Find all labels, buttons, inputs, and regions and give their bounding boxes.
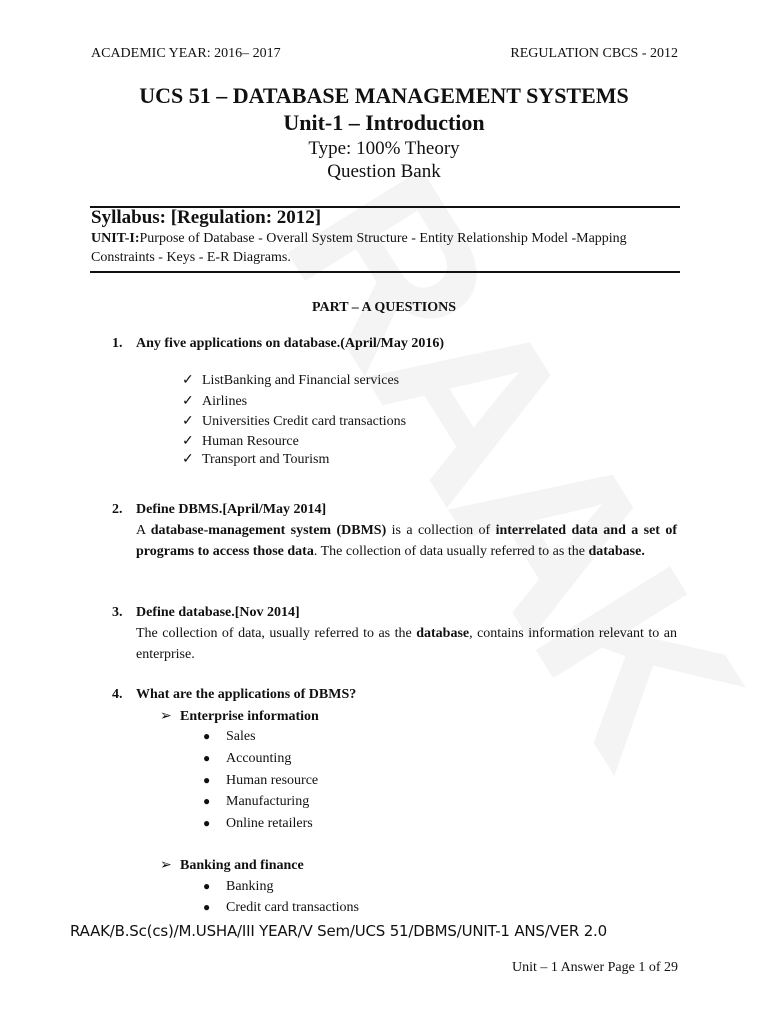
q2-answer: A database-management system (DBMS) is a collection of interrelated data and a set of programs to access those data. The collection of data usually referred to as the database.: [136, 523, 678, 559]
checkmark-icon: ✓: [182, 394, 194, 409]
list-item: ● Manufacturing: [203, 794, 310, 809]
list-item: ✓ Transport and Tourism: [182, 452, 330, 467]
header-regulation: REGULATION CBCS - 2012: [510, 46, 678, 61]
list-item: ✓ Airlines: [182, 394, 248, 409]
q4-number: 4.: [112, 687, 123, 702]
bullet-icon: ●: [203, 900, 211, 914]
list-item: ✓ Universities Credit card transactions: [182, 414, 407, 429]
page-number: Unit – 1 Answer Page 1 of 29: [511, 960, 678, 975]
divider-bottom: [90, 271, 680, 273]
bullet-icon: ●: [203, 729, 211, 743]
checkmark-icon: ✓: [182, 373, 194, 388]
q3-answer: The collection of data, usually referred to as the database, contains information relevant to an enterprise.: [136, 626, 677, 662]
bullet-icon: ●: [203, 773, 211, 787]
unit-label: UNIT-I:: [91, 231, 140, 246]
unit-title: Unit-1 – Introduction: [283, 110, 485, 135]
list-item: ● Accounting: [203, 751, 292, 766]
q2-number: 2.: [112, 502, 123, 517]
q4-group-banking: ➢ Banking and finance: [160, 858, 304, 873]
list-item: ✓ ListBanking and Financial services: [182, 373, 400, 388]
syllabus-text: [91, 229, 681, 267]
bullet-icon: ●: [203, 879, 211, 893]
list-item: ✓ Human Resource: [182, 434, 299, 449]
bullet-icon: ●: [203, 751, 211, 765]
arrow-bullet-icon: ➢: [160, 858, 172, 873]
type-label: Type: 100% Theory: [308, 138, 460, 159]
syllabus-heading: Syllabus: [Regulation: 2012]: [91, 207, 322, 228]
q1-question: Any five applications on database.(April/May 2016): [136, 336, 445, 351]
bullet-icon: ●: [203, 794, 211, 808]
list-item: ● Credit card transactions: [203, 900, 359, 915]
bullet-icon: ●: [203, 816, 211, 830]
q1-number: 1.: [112, 336, 123, 351]
list-item: ● Online retailers: [203, 816, 313, 831]
list-item: ● Banking: [203, 879, 274, 894]
q4-question: What are the applications of DBMS?: [136, 687, 357, 702]
q2-question: Define DBMS.[April/May 2014]: [136, 502, 327, 517]
question-bank-label: Question Bank: [327, 161, 441, 182]
q3-number: 3.: [112, 605, 123, 620]
checkmark-icon: ✓: [182, 434, 194, 449]
checkmark-icon: ✓: [182, 452, 194, 467]
course-title: UCS 51 – DATABASE MANAGEMENT SYSTEMS: [139, 83, 629, 108]
footer-reference: RAAK/B.Sc(cs)/M.USHA/III YEAR/V Sem/UCS 51/DBMS/UNIT-1 ANS/VER 2.0: [70, 922, 607, 940]
unit-topics: Purpose of Database - Overall System Structure - Entity Relationship Model -Mapping Constraints - Keys - E-R Diagrams.: [91, 231, 627, 265]
q4-group-enterprise: ➢ Enterprise information: [160, 709, 319, 724]
arrow-bullet-icon: ➢: [160, 709, 172, 724]
q3-question: Define database.[Nov 2014]: [136, 605, 300, 620]
list-item: ● Sales: [203, 729, 256, 744]
list-item: ● Human resource: [203, 773, 319, 788]
checkmark-icon: ✓: [182, 414, 194, 429]
part-a-heading: PART – A QUESTIONS: [311, 300, 457, 315]
header-academic-year: ACADEMIC YEAR: 2016– 2017: [91, 46, 281, 61]
